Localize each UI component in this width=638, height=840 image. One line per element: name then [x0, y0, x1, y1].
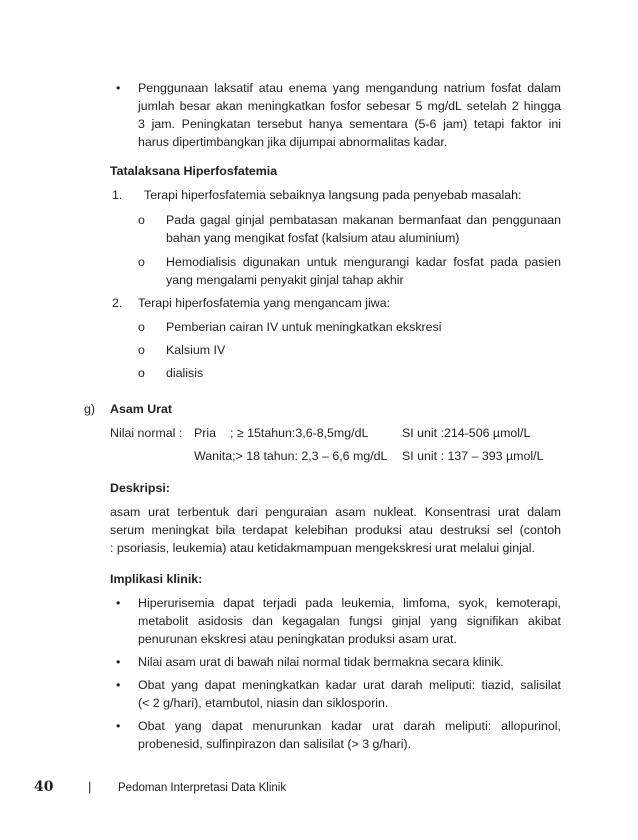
implikasi-3-line-1: Obat yang dapat meningkatkan kadar urat darah meliputi: tiazid, salisilat — [138, 678, 561, 692]
implikasi-1-line-3: penurunan ekskresi atau peningkatan produksi asam urat. — [138, 632, 457, 646]
bullet-marker: • — [116, 678, 121, 692]
normal-label: Nilai normal : — [110, 426, 183, 440]
page-number: 40 — [34, 779, 54, 795]
item-2-number: 2. — [112, 296, 123, 310]
section-label: g) — [84, 402, 96, 416]
item-1-sub-1-line-1: Pada gagal ginjal pembatasan makanan bermanfaat dan penggunaan — [166, 213, 561, 227]
implikasi-4-line-2: probenesid, sulfinpirazon dan salisilat (> 3 g/hari). — [138, 737, 412, 751]
wanita-value: Wanita;> 18 tahun: 2,3 – 6,6 mg/dL — [194, 449, 388, 463]
deskripsi-line-2: serum meningkat bila terdapat kelebihan produksi atau destruksi sel (contoh — [110, 523, 561, 537]
deskripsi-line-1: asam urat terbentuk dari penguraian asam nukleat. Konsentrasi urat dalam — [110, 505, 561, 519]
item-1-sub-2-line-2: yang mengalami penyakit ginjal tahap akhir — [166, 273, 404, 287]
item-1-sub-1-line-2: bahan yang mengikat fosfat (kalsium atau aluminium) — [166, 231, 460, 245]
sub-marker: o — [138, 255, 145, 269]
implikasi-1-line-1: Hiperurisemia dapat terjadi pada leukemia, limfoma, syok, kemoterapi, — [138, 596, 561, 610]
implikasi-heading: Implikasi klinik: — [110, 572, 203, 586]
bullet-marker: • — [116, 655, 121, 669]
item-1-sub-2-line-1: Hemodialisis digunakan untuk mengurangi kadar fosfat pada pasien — [166, 255, 561, 269]
implikasi-2-line-1: Nilai asam urat di bawah nilai normal tidak bermakna secara klinik. — [138, 655, 504, 669]
implikasi-3-line-2: (< 2 g/hari), etambutol, niasin dan siklosporin. — [138, 696, 389, 710]
item-2-sub-1: Pemberian cairan IV untuk meningkatkan ekskresi — [166, 320, 442, 334]
sub-marker: o — [138, 366, 145, 380]
asam-urat-heading: Asam Urat — [110, 402, 172, 416]
sub-marker: o — [138, 343, 145, 357]
footer-title: Pedoman Interpretasi Data Klinik — [118, 782, 287, 794]
pria-si-unit: SI unit :214-506 µmol/L — [402, 426, 531, 440]
intro-line-1: Penggunaan laksatif atau enema yang mengandung natrium fosfat dalam — [138, 81, 561, 95]
implikasi-4-line-1: Obat yang dapat menurunkan kadar urat darah meliputi: allopurinol, — [138, 719, 561, 733]
footer-separator: | — [88, 779, 92, 794]
item-1-text: Terapi hiperfosfatemia sebaiknya langsung pada penyebab masalah: — [144, 188, 522, 202]
item-1-number: 1. — [112, 188, 123, 202]
item-2-text: Terapi hiperfosfatemia yang mengancam jiwa: — [138, 296, 391, 310]
wanita-si-unit: SI unit : 137 – 393 µmol/L — [402, 449, 544, 463]
deskripsi-line-3: : psoriasis, leukemia) atau ketidakmampuan mengekskresi urat melalui ginjal. — [110, 541, 535, 555]
intro-line-4: harus dipertimbangkan jika dijumpai abnormalitas kadar. — [138, 135, 448, 149]
bullet-marker: • — [116, 719, 121, 733]
bullet-marker: • — [116, 81, 121, 95]
implikasi-1-line-2: metabolit asidosis dan kegagalan fungsi ginjal yang signifikan akibat — [138, 614, 561, 628]
pria-label: Pria — [194, 426, 217, 440]
sub-marker: o — [138, 213, 145, 227]
item-2-sub-2: Kalsium IV — [166, 343, 226, 357]
intro-line-2: jumlah besar akan meningkatkan fosfor sebesar 5 mg/dL setelah 2 hingga — [138, 99, 561, 113]
deskripsi-heading: Deskripsi: — [110, 481, 170, 495]
sub-marker: o — [138, 320, 145, 334]
pria-value: ; ≥ 15tahun:3,6-8,5mg/dL — [230, 426, 369, 440]
tatalaksana-heading: Tatalaksana Hiperfosfatemia — [110, 164, 278, 178]
bullet-marker: • — [116, 596, 121, 610]
item-2-sub-3: dialisis — [166, 366, 204, 380]
intro-line-3: 3 jam. Peningkatan tersebut hanya sementara (5-6 jam) tetapi faktor ini — [138, 117, 561, 131]
